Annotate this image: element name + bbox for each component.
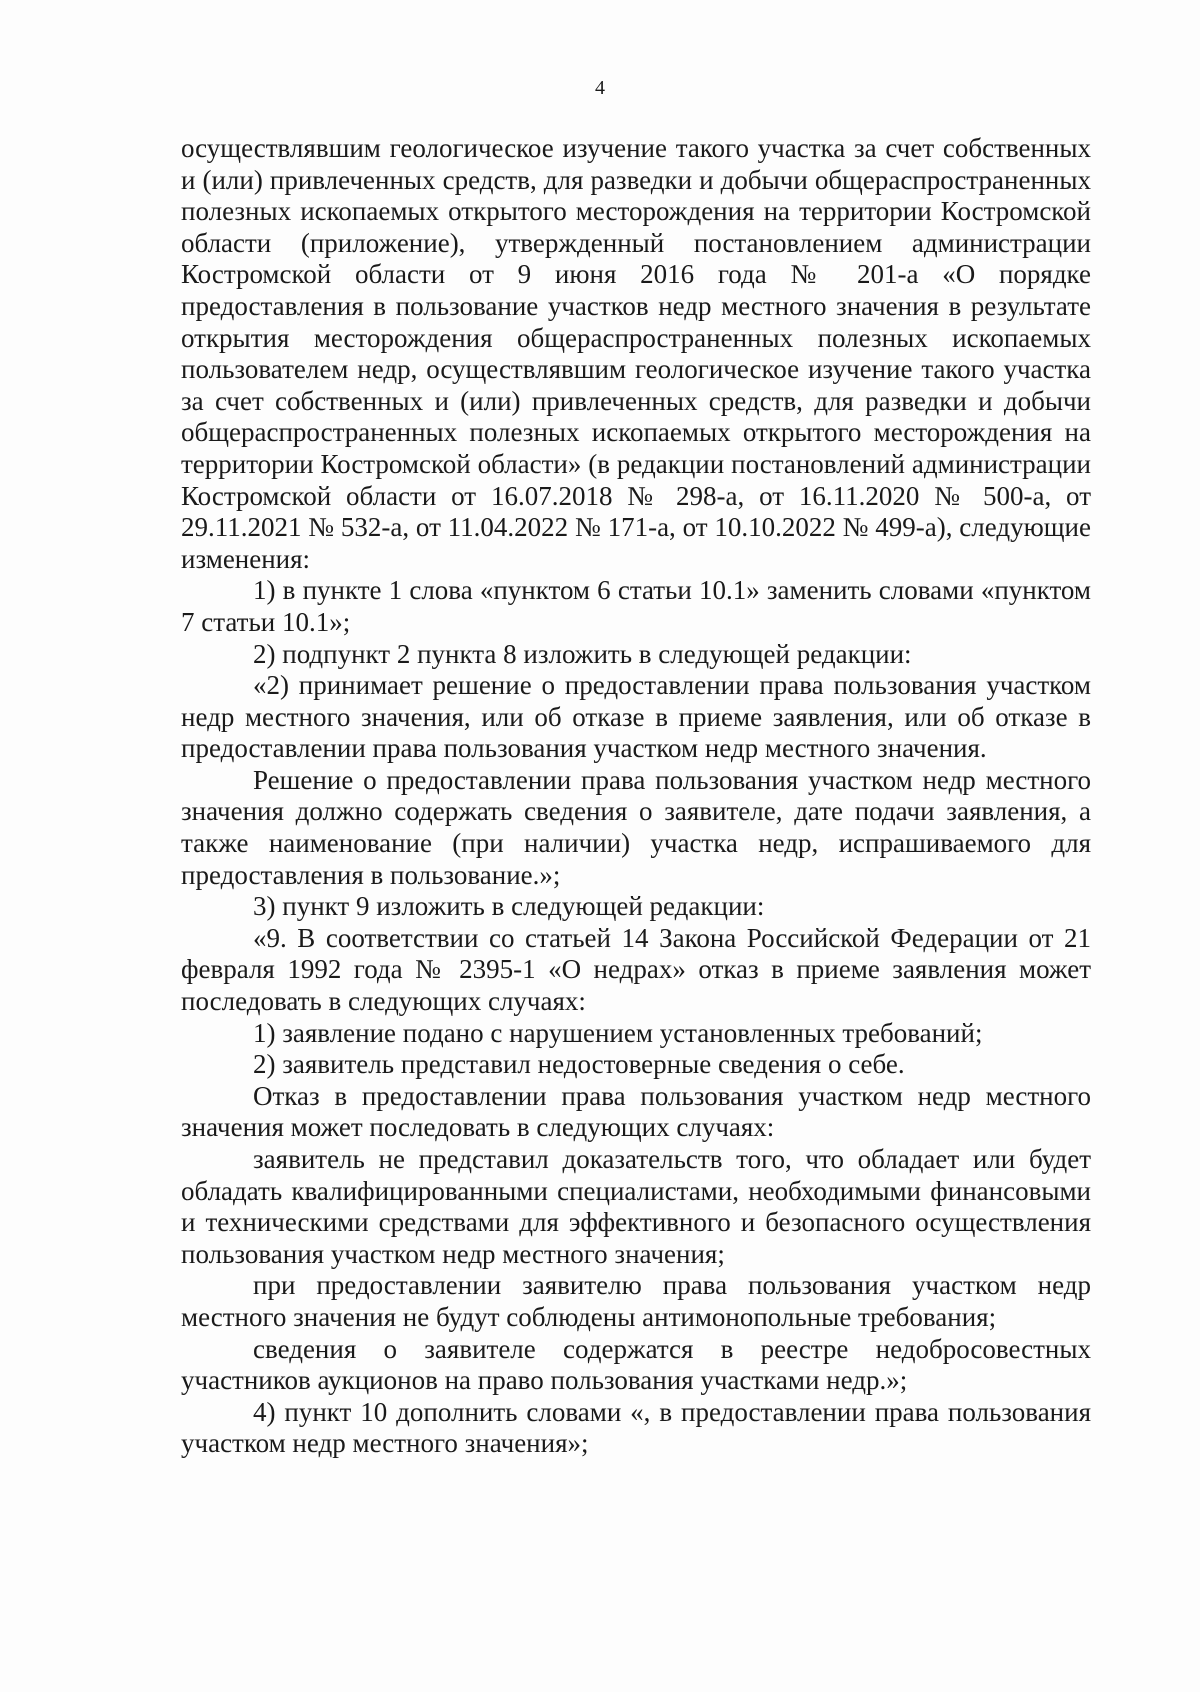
paragraph: 1) заявление подано с нарушением установленных требований; [253,1017,983,1048]
paragraph: Решение о предоставлении права пользования участком недр местного значения должно содержать сведения о заявителе, дате подачи заявления, а также наименование (при наличии) участка недр, испрашиваемого для предоставления в пользование.»; [181,764,1091,890]
paragraph: сведения о заявителе содержатся в реестре недобросовестных участников аукционов на право пользования участками недр.»; [181,1333,1091,1396]
paragraph: 3) пункт 9 изложить в следующей редакции: [253,891,765,922]
paragraph: Отказ в предоставлении права пользования участком недр местного значения может последовать в следующих случаях: [181,1080,1091,1143]
paragraph: заявитель не представил доказательств того, что обладает или будет обладать квалифицированными специалистами, необходимыми финансовыми и техническими средствами для эффективного и безопасного осуществления пользования участком недр местного значения; [181,1144,1091,1269]
document-body [181,133,1091,1460]
paragraph: при предоставлении заявителю права пользования участком недр местного значения не будут соблюдены антимонопольные требования; [181,1270,1091,1332]
paragraph: «9. В соответствии со статьей 14 Закона Российской Федерации от 21 февраля 1992 года № 2395-1 «О недрах» отказ в приеме заявления может последовать в следующих случаях: [181,922,1091,1017]
paragraph: 2) подпункт 2 пункта 8 изложить в следующей редакции: [253,638,912,669]
paragraph: осуществлявшим геологическое изучение такого участка за счет собственных и (или) привлеченных средств, для разведки и добычи общераспространенных полезных ископаемых открытого месторождения на территории Костромской области (приложение), утвержденный постановлением администрации Костромской области от 9 июня 2016 года № 201-а «О порядке предоставления в пользование участков недр местного значения в результате открытия месторождения общераспространенных полезных ископаемых пользователем недр, осуществлявшим геологическое изучение такого участка за счет собственных и (или) привлеченных средств, для разведки и добычи общераспространенных полезных ископаемых открытого месторождения на территории Костромской области» (в редакции постановлений администрации Костромской области от 16.07.2018 № 298-а, от 16.11.2020 № 500-а, от 29.11.2021 № 532-а, от 11.04.2022 № 171-а, от 10.10.2022 № 499-а), следующие изменения: [181,133,1091,574]
paragraph: «2) принимает решение о предоставлении права пользования участком недр местного значения, или об отказе в приеме заявления, или об отказе в предоставлении права пользования участком недр местного значения. [181,670,1091,764]
paragraph: 1) в пункте 1 слова «пунктом 6 статьи 10.1» заменить словами «пунктом 7 статьи 10.1»; [181,575,1091,637]
paragraph: 4) пункт 10 дополнить словами «, в предоставлении права пользования участком недр местного значения»; [181,1396,1091,1459]
paragraph: 2) заявитель представил недостоверные сведения о себе. [253,1049,905,1080]
page-number: 4 [595,77,605,99]
